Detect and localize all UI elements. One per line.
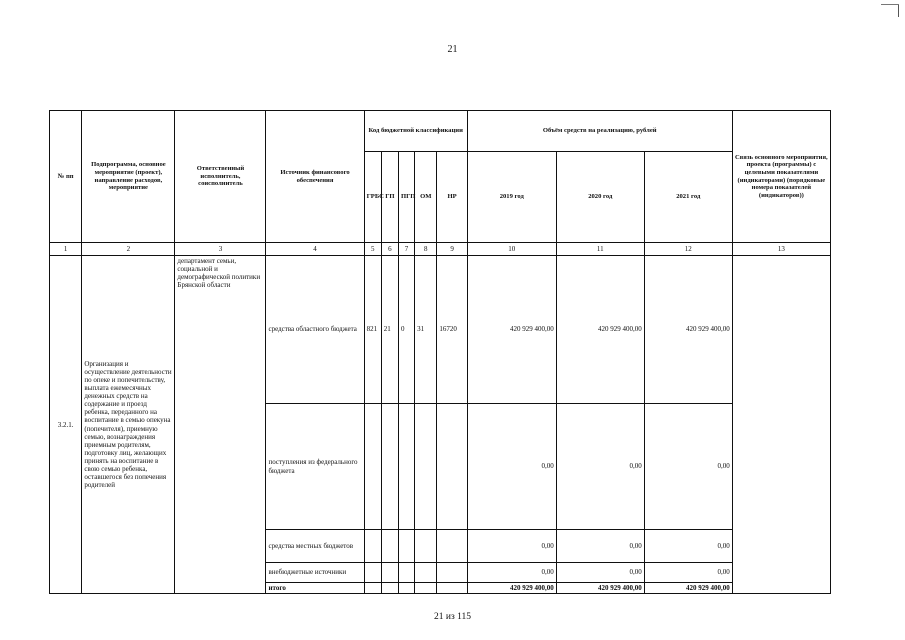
page-number-top: 21 xyxy=(447,44,458,55)
entry-executor: департамент семьи, социальной и демографической политики Брянской области xyxy=(175,256,266,594)
pgp-cell xyxy=(398,404,414,530)
page-footer: 21 из 115 xyxy=(434,612,471,622)
amount-2020: 420 929 400,00 xyxy=(556,583,644,594)
source-cell: поступления из федерального бюджета xyxy=(266,404,364,530)
header-pgp: ПГП xyxy=(398,152,414,243)
gp-cell xyxy=(381,404,398,530)
amount-2020: 420 929 400,00 xyxy=(556,256,644,404)
pgp-cell xyxy=(398,583,414,594)
amount-2021: 0,00 xyxy=(644,563,732,583)
link-cell xyxy=(732,256,830,594)
amount-2021: 420 929 400,00 xyxy=(644,583,732,594)
grbs-cell: 821 xyxy=(364,256,381,404)
gp-cell xyxy=(381,563,398,583)
np-cell xyxy=(437,404,467,530)
header-2020: 2020 год xyxy=(556,152,644,243)
amount-2019: 0,00 xyxy=(467,404,556,530)
grbs-cell xyxy=(364,404,381,530)
column-number: 9 xyxy=(437,243,467,256)
header-link: Связь основного мероприятия, проекта (программы) с целевыми показателями (индикаторами) (порядковые номера показателей (индикаторов)) xyxy=(732,111,830,243)
om-cell: 31 xyxy=(415,256,437,404)
np-cell: 16720 xyxy=(437,256,467,404)
gp-cell: 21 xyxy=(381,256,398,404)
amount-2020: 0,00 xyxy=(556,404,644,530)
header-kbk: Код бюджетной классификации xyxy=(364,111,467,152)
column-number: 8 xyxy=(415,243,437,256)
amount-2021: 420 929 400,00 xyxy=(644,256,732,404)
source-cell: средства областного бюджета xyxy=(266,256,364,404)
source-cell: внебюджетные источники xyxy=(266,563,364,583)
column-number: 11 xyxy=(556,243,644,256)
column-number-row xyxy=(50,243,831,256)
header-source: Источник финансового обеспечения xyxy=(266,111,364,243)
column-number: 12 xyxy=(644,243,732,256)
header-grbs: ГРБС xyxy=(364,152,381,243)
np-cell xyxy=(437,583,467,594)
header-np: НР xyxy=(437,152,467,243)
grbs-cell xyxy=(364,583,381,594)
header-2019: 2019 год xyxy=(467,152,556,243)
np-cell xyxy=(437,563,467,583)
table-row xyxy=(50,256,831,404)
header-2021: 2021 год xyxy=(644,152,732,243)
pgp-cell: 0 xyxy=(398,256,414,404)
om-cell xyxy=(415,563,437,583)
amount-2019: 0,00 xyxy=(467,563,556,583)
budget-table xyxy=(49,110,831,594)
grbs-cell xyxy=(364,530,381,563)
amount-2020: 0,00 xyxy=(556,530,644,563)
pgp-cell xyxy=(398,530,414,563)
header-volume: Объём средств на реализацию, рублей xyxy=(467,111,732,152)
grbs-cell xyxy=(364,563,381,583)
om-cell xyxy=(415,404,437,530)
scan-corner-mark xyxy=(881,4,899,15)
np-cell xyxy=(437,530,467,563)
column-number: 10 xyxy=(467,243,556,256)
column-number: 3 xyxy=(175,243,266,256)
gp-cell xyxy=(381,583,398,594)
column-number: 6 xyxy=(381,243,398,256)
column-number: 1 xyxy=(50,243,82,256)
amount-2019: 420 929 400,00 xyxy=(467,583,556,594)
header-subprogram: Подпрограмма, основное мероприятие (проект), направление расходов, мероприятие xyxy=(82,111,175,243)
header-gp: ГП xyxy=(381,152,398,243)
column-number: 4 xyxy=(266,243,364,256)
header-executor: Ответственный исполнитель, соисполнитель xyxy=(175,111,266,243)
om-cell xyxy=(415,530,437,563)
amount-2020: 0,00 xyxy=(556,563,644,583)
column-number: 5 xyxy=(364,243,381,256)
entry-number: 3.2.1. xyxy=(50,256,82,594)
header-om: ОМ xyxy=(415,152,437,243)
pgp-cell xyxy=(398,563,414,583)
column-number: 2 xyxy=(82,243,175,256)
amount-2019: 0,00 xyxy=(467,530,556,563)
amount-2021: 0,00 xyxy=(644,530,732,563)
amount-2021: 0,00 xyxy=(644,404,732,530)
column-number: 13 xyxy=(732,243,830,256)
amount-2019: 420 929 400,00 xyxy=(467,256,556,404)
om-cell xyxy=(415,583,437,594)
gp-cell xyxy=(381,530,398,563)
entry-subprogram: Организация и осуществление деятельности по опеке и попечительству, выплата ежемесячных денежных средств на содержание и проезд ребенка, переданного на воспитание в семью опекуна (попечителя), приемную семью, вознаграждения приемным родителям, подготовку лиц, желающих принять на воспитание в свою семью ребенка, оставшегося без попечения родителей xyxy=(82,256,175,594)
header-no: № пп xyxy=(50,111,82,243)
column-number: 7 xyxy=(398,243,414,256)
source-cell: средства местных бюджетов xyxy=(266,530,364,563)
source-cell: итого xyxy=(266,583,364,594)
